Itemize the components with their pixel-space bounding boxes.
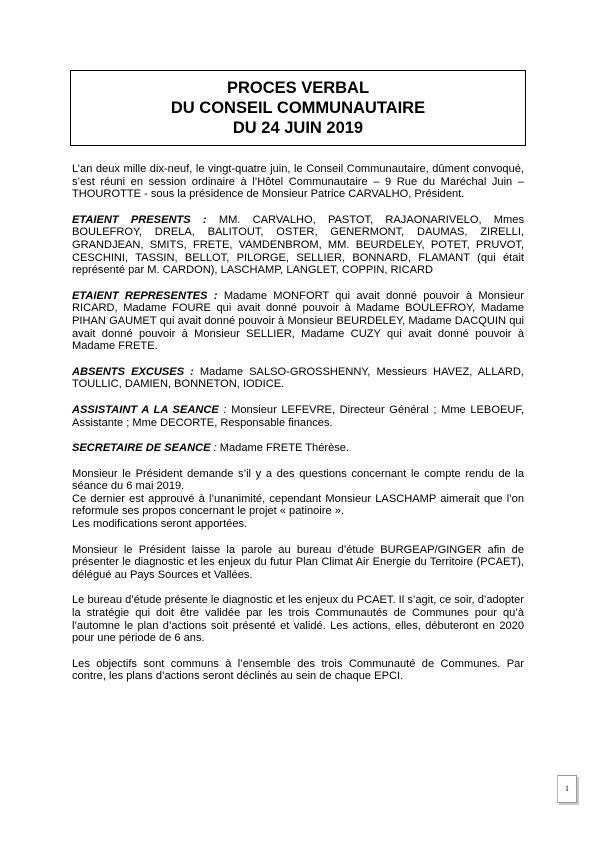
representes-text: Madame MONFORT qui avait donné pouvoir à Monsieur RICARD, Madame FOURE qui avait donné pouvoir à Madame BOULEFROY, Madame PIHAN GAUMET qui avait donné pouvoir à Monsieur BEURDELEY, Madame DACQUIN qui avait donné pouvoir à Monsieur SELLIER, Madame CUZY qui avait donné pouvoir à Madame FRETE. [72, 289, 524, 353]
representes-label: ETAIENT REPRESENTES : [72, 289, 218, 302]
page-number-box [557, 775, 577, 803]
document-body [72, 163, 524, 696]
assistant-paragraph [72, 404, 524, 429]
assistant-text: Monsieur LEFEVRE, Directeur Général ; Mme LEBOEUF, Assistante ; Mme DECORTE, Responsable finances. [72, 403, 524, 429]
bureau-etude-paragraph: Monsieur le Président laisse la parole au bureau d’étude BURGEAP/GINGER afin de présenter le diagnostic et les enjeux du futur Plan Climat Air Energie du Territoire (PCAET), délégué au Pays Sources et Vallées. [72, 543, 524, 581]
pcaet-paragraph: Le bureau d’étude présente le diagnostic et les enjeux du PCAET. Il s’agit, ce soir, d’adopter la stratégie qui doit être validée par les trois Communautés de Communes pour qu’à l’automne le plan d’actions soit présenté et validé. Les actions, elles, débuteront en 2020 pour une période de 6 ans. [72, 594, 524, 645]
approval-line-1: Monsieur le Président demande s’il y a des questions concernant le compte rendu de la séance du 6 mai 2019. [72, 467, 524, 493]
absents-label: ABSENTS EXCUSES : [72, 365, 194, 378]
presents-paragraph [72, 214, 524, 277]
assistant-label: ASSISTAINT A LA SEANCE [72, 403, 219, 416]
approval-line-2: Ce dernier est approuvé à l’unanimité, cependant Monsieur LASCHAMP aimerait que l’on reformule ses propos concernant le projet « patinoire ». [72, 492, 524, 518]
title-line-3: DU 24 JUIN 2019 [232, 119, 364, 137]
presents-text: MM. CARVALHO, PASTOT, RAJAONARIVELO, Mmes BOULEFROY, DRELA, BALITOUT, OSTER, GENERMONT, DAUMAS, ZIRELLI, GRANDJEAN, SMITS, FRETE, VAMDENBROM, MM. BEURDELEY, POTET, PRUVOT, CESCHINI, TASSIN, BELLOT, PILORGE, SELLIER, BONNARD, FLAMANT (qui était représenté par M. CARDON), LASCHAMP, LANGLET, COPPIN, RICARD [72, 213, 524, 277]
title-line-1: PROCES VERBAL [226, 79, 370, 97]
secretaire-text: Madame FRETE Thérèse. [219, 442, 350, 455]
secretaire-colon: : [210, 442, 217, 455]
representes-paragraph [72, 290, 524, 353]
intro-paragraph: L’an deux mille dix-neuf, le vingt-quatre juin, le Conseil Communautaire, dûment convoqué, s’est réuni en session ordinaire à l’Hôtel Communautaire – 9 Rue du Maréchal Juin – THOUROTTE - sous la présidence de Monsieur Patrice CARVALHO, Président. [72, 163, 524, 201]
absents-text: Madame SALSO-GROSSHENNY, Messieurs HAVEZ, ALLARD, TOULLIC, DAMIEN, BONNETON, IODICE. [72, 365, 524, 391]
secretaire-paragraph [72, 442, 524, 455]
title-line-2: DU CONSEIL COMMUNAUTAIRE [170, 99, 426, 117]
objectifs-paragraph: Les objectifs sont communs à l’ensemble des trois Communauté de Communes. Par contre, les plans d’actions seront déclinés au sein de chaque EPCI. [72, 657, 524, 683]
absents-paragraph [72, 366, 524, 391]
presents-label: ETAIENT PRESENTS : [72, 213, 207, 226]
assistant-colon: : [218, 403, 227, 416]
page-number: 1 [565, 784, 569, 793]
approval-line-3: Les modifications seront apportées. [72, 518, 248, 531]
secretaire-label: SECRETAIRE DE SEANCE [72, 442, 211, 455]
title-box [70, 70, 526, 146]
